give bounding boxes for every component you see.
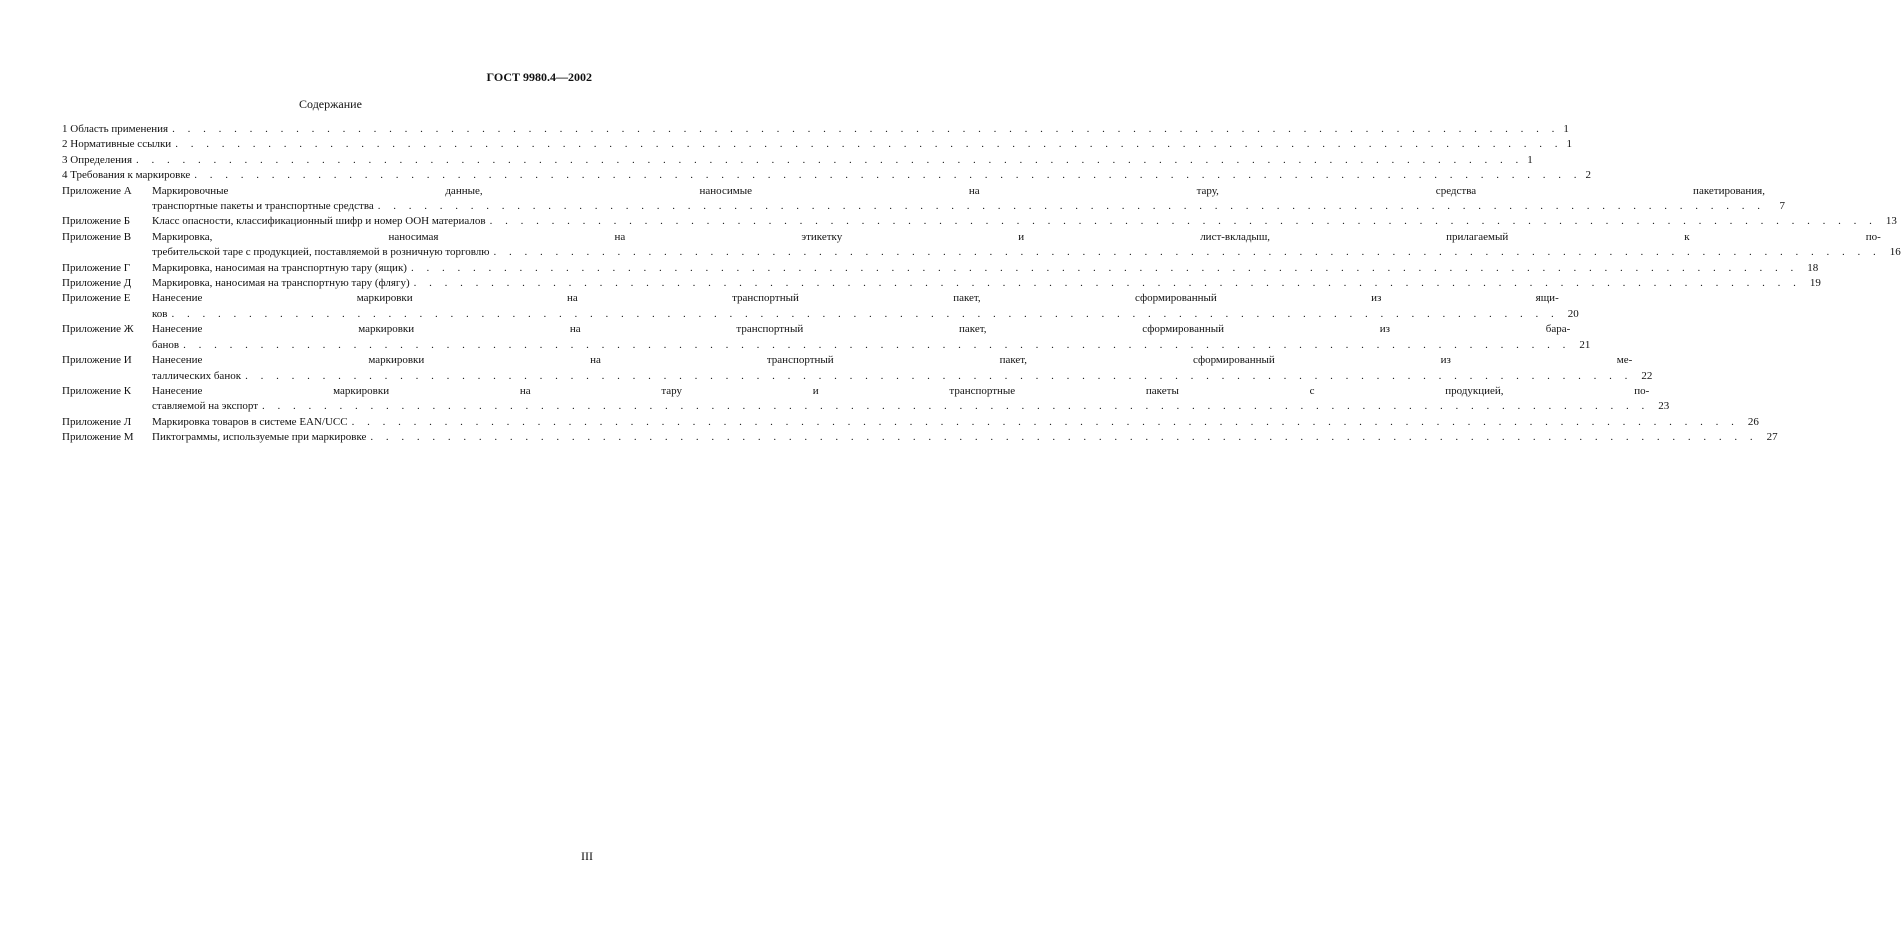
annex-title-line: Маркировка, наносимая на этикетку и лист-вкладыш, прилагаемый к по- (152, 230, 1881, 243)
annex-title-line: таллических банок (152, 369, 242, 382)
annex-title-line: Маркировочные данные, наносимые на тару, средства пакетирования, (152, 184, 1765, 197)
annex-label: Приложение К (62, 384, 132, 397)
annex-title-line: Нанесение маркировки на транспортный пакет, сформированный из ме- (152, 354, 1633, 367)
dot-leader (245, 369, 1632, 384)
toc-section-2[interactable] (62, 137, 1572, 152)
annex-title-line: Маркировка товаров в системе EAN/UCC (152, 415, 348, 428)
toc-annex-b[interactable] (62, 214, 1897, 229)
toc-annex-zh[interactable] (62, 322, 1591, 353)
toc-section-3[interactable] (62, 153, 1533, 168)
toc-annex-g[interactable] (62, 261, 1819, 276)
toc-annex-l[interactable] (62, 415, 1759, 430)
annex-title-line: ков (152, 307, 168, 320)
annex-title-line: Класс опасности, классификационный шифр и номер ООН материалов (152, 215, 486, 228)
toc-page-number: 20 (1567, 307, 1579, 320)
annex-title-line: Маркировка, наносимая на транспортную тару (флягу) (152, 277, 410, 290)
toc-page-number: 1 (1566, 138, 1572, 151)
toc-section-label: 1 Область применения (62, 123, 169, 135)
toc-annex-a[interactable] (62, 184, 1785, 215)
dot-leader (183, 338, 1570, 353)
annex-label: Приложение М (62, 431, 134, 444)
toc-annex-i[interactable] (62, 353, 1653, 384)
annex-title-line: требительской таре с продукцией, поставляемой в розничную торговлю (152, 246, 490, 259)
dot-leader (411, 261, 1798, 276)
annex-label: Приложение Д (62, 277, 132, 290)
toc-page-number: 19 (1809, 277, 1821, 290)
annex-title-line: Нанесение маркировки на транспортный пакет, сформированный из ящи- (152, 292, 1559, 305)
toc-page-number: 23 (1658, 400, 1670, 413)
annex-title-line: ставляемой на экспорт (152, 400, 259, 413)
annex-label: Приложение В (62, 230, 132, 243)
toc-section-4[interactable] (62, 168, 1592, 183)
dot-leader (175, 137, 1562, 152)
annex-label: Приложение И (62, 354, 132, 367)
toc-section-label: 4 Требования к маркировке (62, 169, 191, 182)
dot-leader (370, 430, 1757, 445)
dot-leader (171, 307, 1558, 322)
document-code: ГОСТ 9980.4—2002 (486, 70, 592, 84)
annex-label: Приложение Г (62, 261, 131, 274)
toc-page-number: 7 (1779, 200, 1785, 213)
toc-section-1[interactable] (62, 122, 1569, 137)
annex-title-line: Пиктограммы, используемые при маркировке (152, 431, 367, 444)
annex-title-line: Нанесение маркировки на транспортный пакет, сформированный из бара- (152, 323, 1571, 336)
toc-page-number: 22 (1641, 369, 1653, 382)
toc-section-label: 2 Нормативные ссылки (62, 138, 172, 151)
toc-page-number: 26 (1747, 415, 1759, 428)
dot-leader (490, 214, 1877, 229)
dot-leader (136, 153, 1523, 168)
page-title: Содержание (299, 97, 362, 111)
toc-page-number: 16 (1889, 246, 1901, 259)
annex-label: Приложение А (62, 184, 132, 197)
toc-page-number: 1 (1563, 123, 1569, 135)
annex-label: Приложение Е (62, 292, 131, 305)
toc-page-number: 21 (1579, 338, 1591, 351)
toc-page-number: 2 (1585, 169, 1592, 182)
annex-label: Приложение Л (62, 415, 132, 428)
dot-leader (194, 168, 1581, 183)
annex-title-line: Нанесение маркировки на тару и транспортные пакеты с продукцией, по- (152, 384, 1650, 397)
dot-leader (172, 122, 1559, 137)
annex-label: Приложение Ж (62, 323, 134, 336)
annex-label: Приложение Б (62, 215, 131, 228)
toc-page-number: 18 (1807, 261, 1819, 274)
dot-leader (414, 276, 1801, 291)
annex-title-line: транспортные пакеты и транспортные средства (152, 200, 374, 213)
annex-title-line: Маркировка, наносимая на транспортную тару (ящик) (152, 261, 407, 274)
annex-title-line: банов (152, 338, 180, 351)
toc-page-number: 13 (1885, 215, 1897, 228)
page-number: III (581, 849, 593, 863)
toc-page-number: 1 (1527, 153, 1533, 166)
toc-annex-v[interactable] (62, 230, 1901, 261)
table-of-contents (62, 122, 1901, 446)
dot-leader (494, 245, 1881, 260)
toc-annex-e[interactable] (62, 291, 1579, 322)
toc-page-number: 27 (1766, 431, 1778, 444)
dot-leader (352, 415, 1739, 430)
toc-section-label: 3 Определения (62, 153, 133, 166)
dot-leader (262, 399, 1649, 414)
dot-leader (378, 199, 1765, 214)
toc-annex-d[interactable] (62, 276, 1821, 291)
toc-annex-m[interactable] (62, 430, 1778, 445)
toc-annex-k[interactable] (62, 384, 1670, 415)
